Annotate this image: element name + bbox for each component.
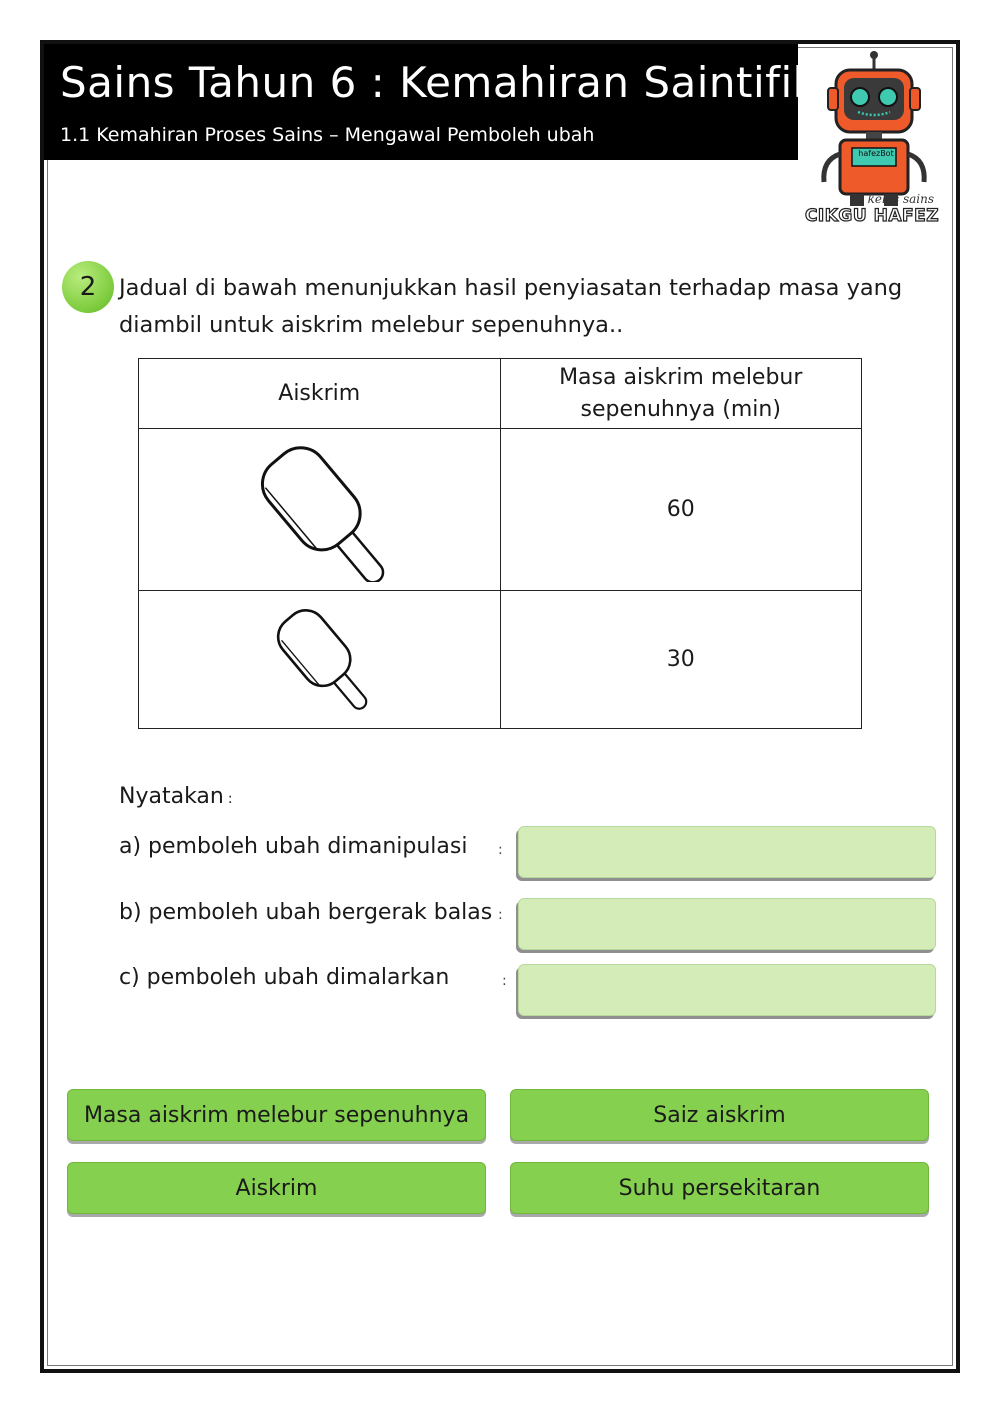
question-text: Jadual di bawah menunjukkan hasil penyiasatan terhadap masa yang diambil untuk aiskrim melebur sepenuhnya.. [119,275,903,338]
robot-screen-label: hafezBot [858,149,894,158]
answer-box-c[interactable] [518,964,936,1016]
answer-box-a[interactable] [518,826,936,878]
question-c-label: c) pemboleh ubah dimalarkan [119,965,450,990]
table-header-aiskrim: Aiskrim [139,359,501,429]
logo-tagline: kelas sains [867,192,934,206]
logo-brand: CIKGU HAFEZ [804,206,940,226]
robot-logo [804,48,940,238]
question-b-label: b) pemboleh ubah bergerak balas [119,900,493,925]
question-a-colon: : [498,842,503,858]
header-banner [44,44,818,160]
option-masa-aiskrim-melebur[interactable]: Masa aiskrim melebur sepenuhnya [67,1089,486,1141]
large-ice-cream-icon [139,429,501,591]
option-aiskrim[interactable]: Aiskrim [67,1162,486,1214]
question-c-colon: : [502,973,507,989]
question-a-label: a) pemboleh ubah dimanipulasi [119,834,468,859]
question-b-colon: : [498,907,503,923]
table-header-row [139,359,862,429]
melt-time-value: 30 [500,591,862,729]
table-header-masa: Masa aiskrim melebur sepenuhnya (min) [500,359,862,429]
prompt-label: Nyatakan : [119,784,233,809]
option-saiz-aiskrim[interactable]: Saiz aiskrim [510,1089,929,1141]
results-table [138,358,862,729]
table-row [139,429,862,591]
page-title: Sains Tahun 6 : Kemahiran Saintifik [60,58,818,107]
table-row [139,591,862,729]
melt-time-value: 60 [500,429,862,591]
small-ice-cream-icon [139,591,501,729]
question-number-badge: 2 [62,261,114,313]
answer-box-b[interactable] [518,898,936,950]
page-subtitle: 1.1 Kemahiran Proses Sains – Mengawal Pemboleh ubah [60,124,595,146]
option-suhu-persekitaran[interactable]: Suhu persekitaran [510,1162,929,1214]
